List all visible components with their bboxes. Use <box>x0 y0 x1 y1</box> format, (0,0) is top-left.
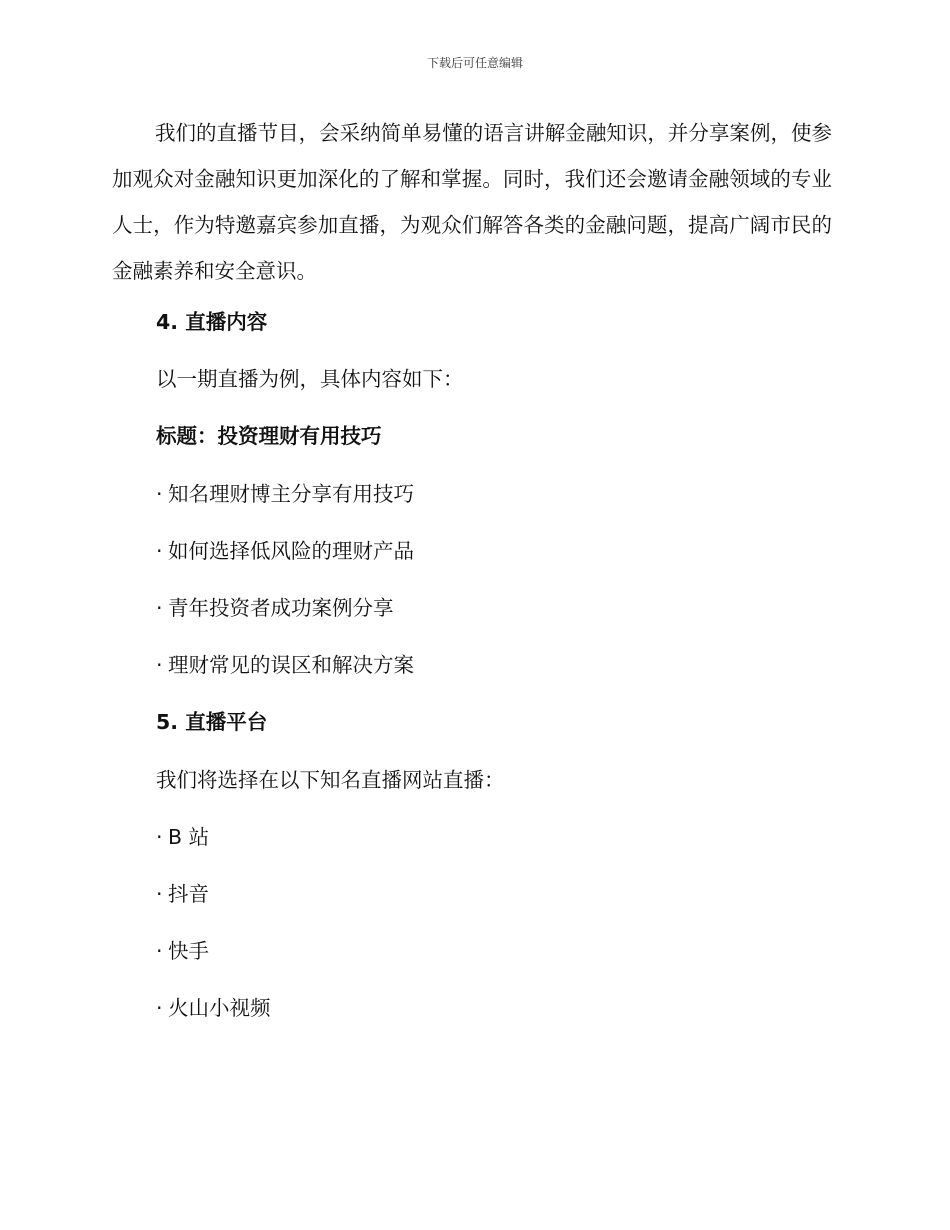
section-4-intro: 以一期直播为例，具体内容如下： <box>156 367 464 391</box>
list-item <box>156 880 209 908</box>
section-4-title: 标题：投资理财有用技巧 <box>156 424 382 448</box>
list-item <box>156 651 414 679</box>
bullet-icon: · <box>156 996 163 1020</box>
bullet-icon: · <box>156 596 163 620</box>
list-item-label: 快手 <box>168 939 209 963</box>
section-5-intro: 我们将选择在以下知名直播网站直播： <box>156 768 505 792</box>
intro-paragraph: 我们的直播节目，会采纳简单易懂的语言讲解金融知识，并分享案例，使参加观众对金融知识更加深化的了解和掌握。同时，我们还会邀请金融领域的专业人士，作为特邀嘉宾参加直播，为观众们解答各类的金融问题，提高广阔市民的金融素养和安全意识。 <box>112 121 832 283</box>
list-item-label: 抖音 <box>168 882 209 906</box>
list-item <box>156 537 414 565</box>
list-item-label: 火山小视频 <box>168 996 271 1020</box>
list-item-label: 知名理财博主分享有用技巧 <box>168 482 414 506</box>
list-item <box>156 823 209 851</box>
section-5-heading: 5. 直播平台 <box>156 710 268 734</box>
list-item-label: B 站 <box>168 825 210 849</box>
list-item <box>156 480 414 508</box>
bullet-icon: · <box>156 482 163 506</box>
bullet-icon: · <box>156 825 163 849</box>
bullet-icon: · <box>156 939 163 963</box>
section-4-heading: 4. 直播内容 <box>156 310 268 334</box>
list-item-label: 如何选择低风险的理财产品 <box>168 539 414 563</box>
list-item <box>156 994 271 1022</box>
list-item <box>156 937 209 965</box>
bullet-icon: · <box>156 653 163 677</box>
bullet-icon: · <box>156 539 163 563</box>
bullet-icon: · <box>156 882 163 906</box>
list-item-label: 理财常见的误区和解决方案 <box>168 653 414 677</box>
list-item <box>156 594 394 622</box>
list-item-label: 青年投资者成功案例分享 <box>168 596 394 620</box>
page-header: 下载后可任意编辑 <box>426 56 523 70</box>
